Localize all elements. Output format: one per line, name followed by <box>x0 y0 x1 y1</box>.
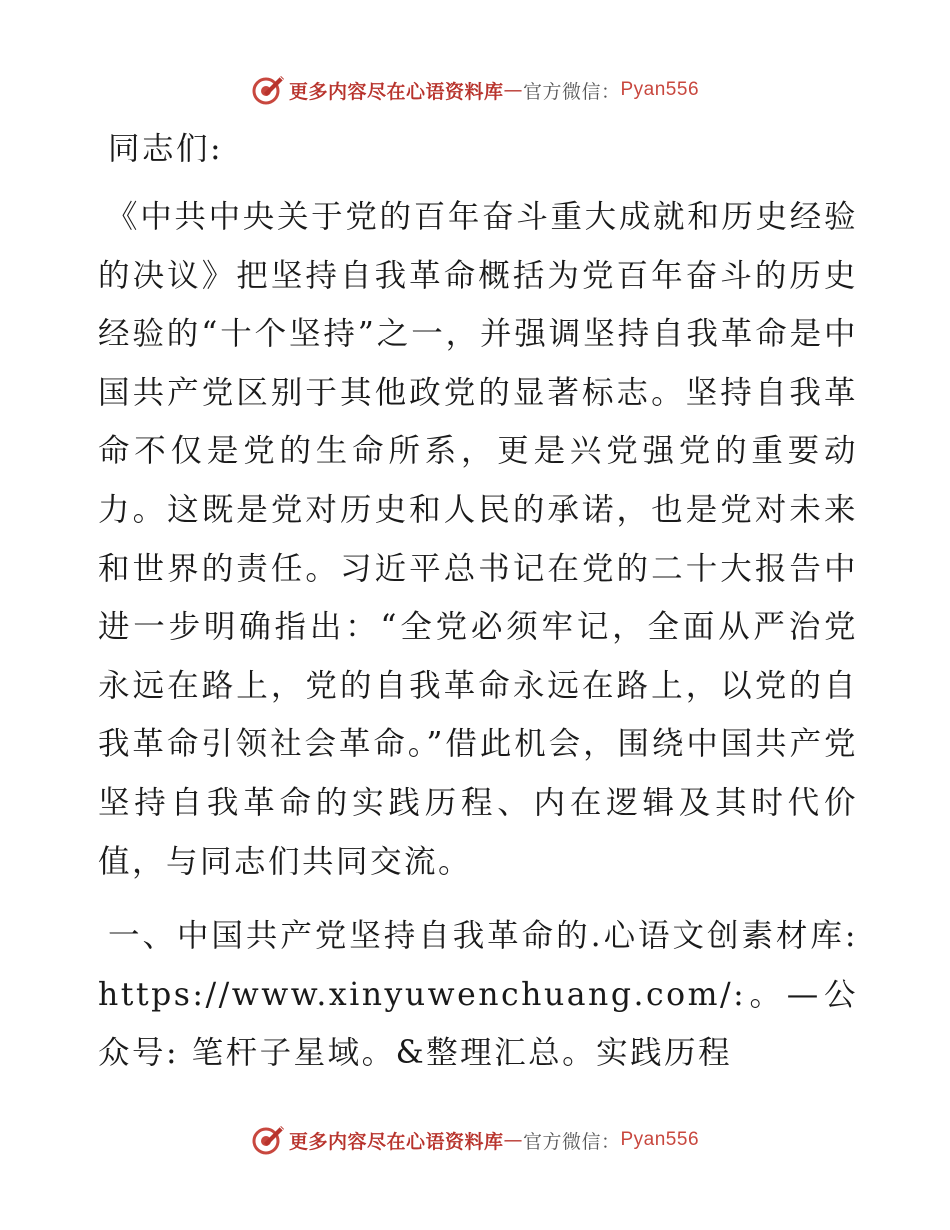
document-body <box>98 122 858 1083</box>
banner-separator: — <box>503 1129 523 1151</box>
banner-wechat-label: 官方微信： <box>522 80 621 103</box>
banner-wechat-id: Pyan556 <box>620 1129 700 1150</box>
header-watermark-banner <box>0 70 950 110</box>
banner-site-text: 更多内容尽在心语资料库 <box>288 80 504 103</box>
banner-site-text: 更多内容尽在心语资料库 <box>288 1130 504 1153</box>
section-heading: 一、中国共产党坚持自我革命的.心语文创素材库: https://www.xinyuwenchuang.com/:。—公众号: 笔杆子星域。&整理汇总。实践历程 <box>98 918 858 1072</box>
body-paragraph: 《中共中央关于党的百年奋斗重大成就和历史经验的决议》把坚持自我革命概括为党百年奋斗的历史经验的“十个坚持”之一，并强调坚持自我革命是中国共产党区别于其他政党的显著标志。坚持自我革命不仅是党的生命所系，更是兴党强党的重要动力。这既是党对历史和人民的承诺，也是党对未来和世界的责任。习近平总书记在党的二十大报告中进一步明确指出：“全党必须牢记，全面从严治党永远在路上，党的自我革命永远在路上，以党的自我革命引领社会革命。”借此机会，围绕中国共产党坚持自我革命的实践历程、内在逻辑及其时代价值，与同志们共同交流。 <box>98 199 858 880</box>
pen-logo-icon <box>251 1123 285 1157</box>
salutation: 同志们: <box>108 131 224 167</box>
footer-watermark-banner <box>0 1120 950 1160</box>
banner-separator: — <box>503 79 523 101</box>
pen-logo-icon <box>251 73 285 107</box>
banner-wechat-id: Pyan556 <box>620 79 700 100</box>
banner-wechat-label: 官方微信： <box>522 1130 621 1153</box>
